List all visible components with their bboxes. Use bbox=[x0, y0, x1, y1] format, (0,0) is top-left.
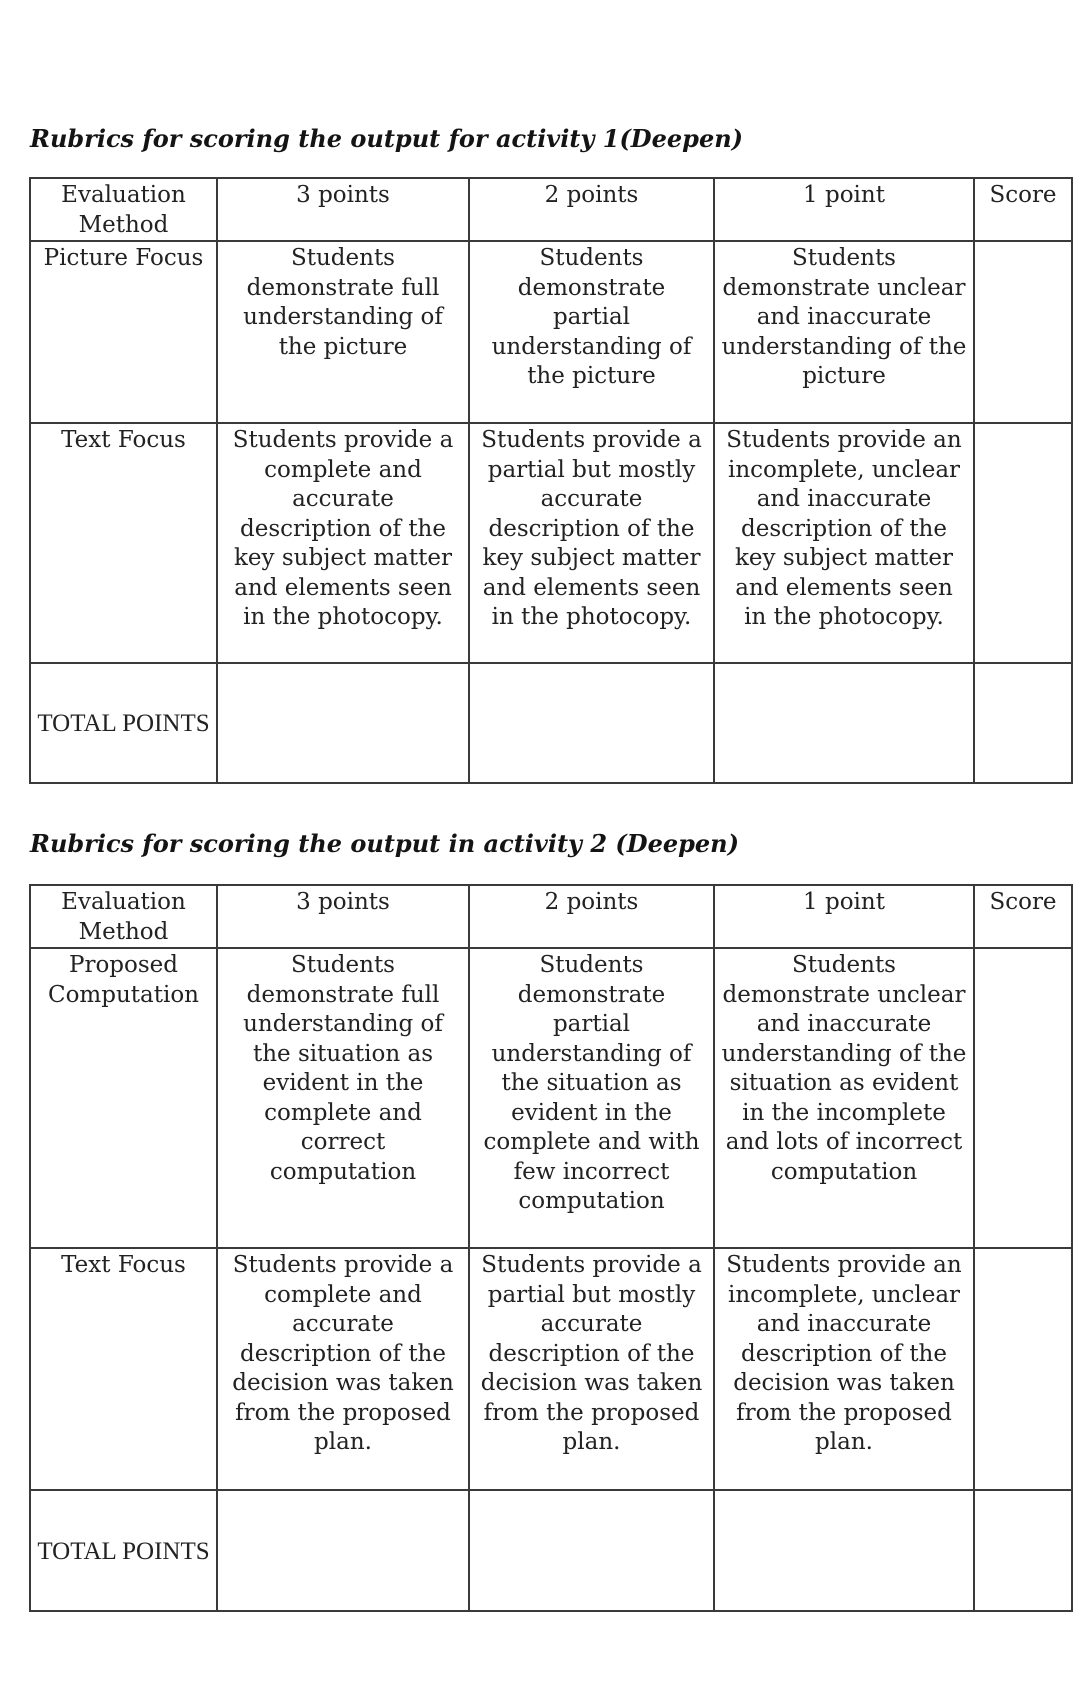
score-cell[interactable] bbox=[974, 948, 1072, 1248]
rubric-table-activity-1 bbox=[29, 177, 1073, 784]
header-score: Score bbox=[974, 885, 1072, 948]
descriptor-2-points: Students demonstrate partial understanding of the situation as evident in the complete and with few incorrect computation bbox=[469, 948, 714, 1248]
header-2-points: 2 points bbox=[469, 178, 714, 241]
descriptor-1-point: Students demonstrate unclear and inaccurate understanding of the situation as evident in the incomplete and lots of incorrect computation bbox=[714, 948, 974, 1248]
total-row bbox=[30, 663, 1072, 783]
descriptor-1-point: Students provide an incomplete, unclear and inaccurate description of the decision was taken from the proposed plan. bbox=[714, 1248, 974, 1490]
table-row bbox=[30, 948, 1072, 1248]
total-cell[interactable] bbox=[217, 663, 469, 783]
rubric-table-activity-2 bbox=[29, 884, 1073, 1612]
criterion-cell: Text Focus bbox=[30, 1248, 217, 1490]
descriptor-2-points: Students provide a partial but mostly accurate description of the key subject matter and elements seen in the photocopy. bbox=[469, 423, 714, 663]
descriptor-3-points: Students provide a complete and accurate description of the key subject matter and elements seen in the photocopy. bbox=[217, 423, 469, 663]
total-points-label: TOTAL POINTS bbox=[30, 1490, 217, 1611]
header-1-point: 1 point bbox=[714, 178, 974, 241]
section-title-activity-1: Rubrics for scoring the output for activity 1(Deepen) bbox=[30, 124, 744, 153]
header-evaluation-method: Evaluation Method bbox=[30, 885, 217, 948]
table-row bbox=[30, 241, 1072, 423]
criterion-cell: Proposed Computation bbox=[30, 948, 217, 1248]
score-cell[interactable] bbox=[974, 423, 1072, 663]
total-points-label: TOTAL POINTS bbox=[30, 663, 217, 783]
descriptor-3-points: Students provide a complete and accurate description of the decision was taken from the proposed plan. bbox=[217, 1248, 469, 1490]
criterion-cell: Text Focus bbox=[30, 423, 217, 663]
total-row bbox=[30, 1490, 1072, 1611]
descriptor-2-points: Students provide a partial but mostly accurate description of the decision was taken from the proposed plan. bbox=[469, 1248, 714, 1490]
header-evaluation-method: Evaluation Method bbox=[30, 178, 217, 241]
header-score: Score bbox=[974, 178, 1072, 241]
header-1-point: 1 point bbox=[714, 885, 974, 948]
header-3-points: 3 points bbox=[217, 885, 469, 948]
table-row bbox=[30, 423, 1072, 663]
descriptor-3-points: Students demonstrate full understanding of the picture bbox=[217, 241, 469, 423]
descriptor-1-point: Students provide an incomplete, unclear and inaccurate description of the key subject matter and elements seen in the photocopy. bbox=[714, 423, 974, 663]
total-cell[interactable] bbox=[714, 663, 974, 783]
descriptor-2-points: Students demonstrate partial understanding of the picture bbox=[469, 241, 714, 423]
section-title-activity-2: Rubrics for scoring the output in activity 2 (Deepen) bbox=[30, 829, 739, 858]
total-cell[interactable] bbox=[714, 1490, 974, 1611]
descriptor-1-point: Students demonstrate unclear and inaccurate understanding of the picture bbox=[714, 241, 974, 423]
header-row bbox=[30, 178, 1072, 241]
header-3-points: 3 points bbox=[217, 178, 469, 241]
table-row bbox=[30, 1248, 1072, 1490]
total-cell[interactable] bbox=[469, 1490, 714, 1611]
total-cell[interactable] bbox=[217, 1490, 469, 1611]
total-score-cell[interactable] bbox=[974, 663, 1072, 783]
score-cell[interactable] bbox=[974, 1248, 1072, 1490]
header-2-points: 2 points bbox=[469, 885, 714, 948]
score-cell[interactable] bbox=[974, 241, 1072, 423]
criterion-cell: Picture Focus bbox=[30, 241, 217, 423]
total-cell[interactable] bbox=[469, 663, 714, 783]
total-score-cell[interactable] bbox=[974, 1490, 1072, 1611]
descriptor-3-points: Students demonstrate full understanding of the situation as evident in the complete and correct computation bbox=[217, 948, 469, 1248]
header-row bbox=[30, 885, 1072, 948]
